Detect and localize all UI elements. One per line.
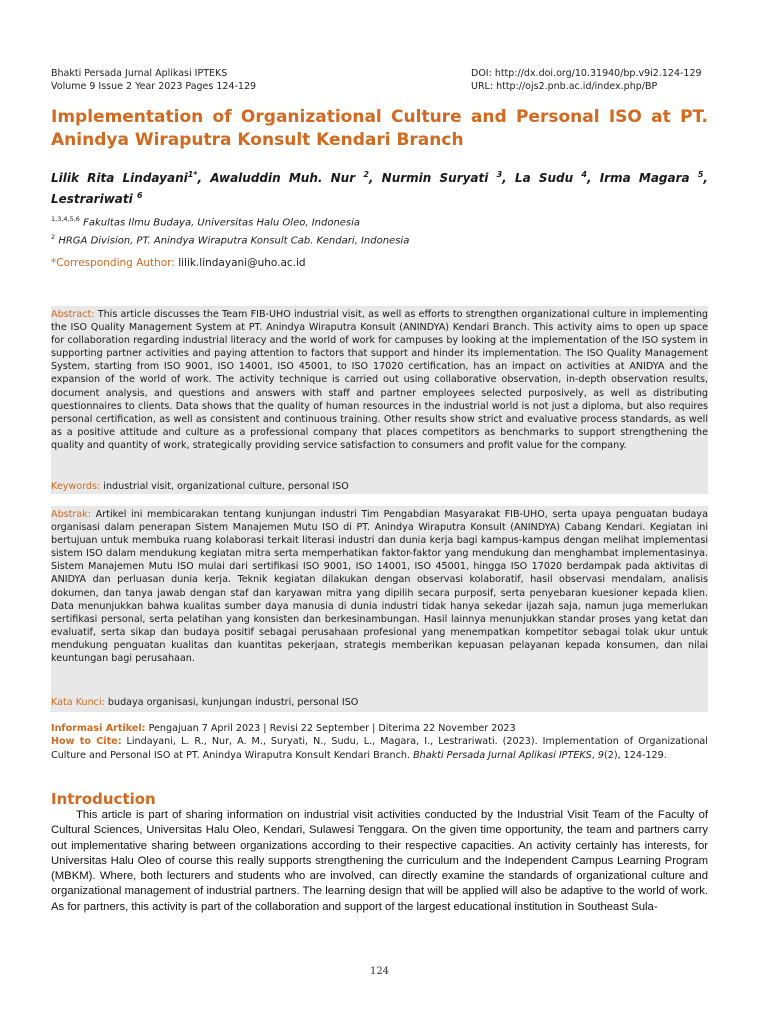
introduction-heading: Introduction: [51, 790, 156, 808]
kata-kunci-text: budaya organisasi, kunjungan industri, personal ISO: [107, 697, 359, 708]
affiliations: [51, 212, 708, 249]
author-sup: 3: [496, 170, 503, 179]
author: Lilik Rita Lindayani: [51, 171, 188, 185]
abstract-label: Abstract:: [51, 309, 95, 320]
author: Lestrariwati: [51, 192, 133, 206]
corresponding-label: *Corresponding Author:: [51, 257, 175, 269]
author: Awaluddin Muh. Nur: [210, 171, 356, 185]
affiliation-sup: 1,3,4,5,6: [51, 215, 80, 223]
cite-label: How to Cite:: [51, 736, 122, 748]
journal-issue: Volume 9 Issue 2 Year 2023 Pages 124-129: [51, 81, 257, 92]
abstract-en: [51, 306, 708, 494]
info-text: Pengajuan 7 April 2023 | Revisi 22 September | Diterima 22 November 2023: [148, 723, 516, 734]
info-label: Informasi Artikel:: [51, 723, 146, 734]
author-sup: 4: [581, 170, 587, 179]
author: Irma Magara: [599, 171, 690, 185]
abstract-id: [51, 506, 708, 712]
abstrak-label: Abstrak:: [51, 509, 92, 520]
affiliation-text: Fakultas Ilmu Budaya, Universitas Halu Oleo, Indonesia: [83, 217, 361, 229]
abstract-text: This article discusses the Team FIB-UHO industrial visit, as well as efforts to strengthen organizational culture in implementing the ISO Quality Management System at PT. Anindya Wiraputra Konsult (ANINDYA) Kendari Branch. This activity aims to open up space for collaboration regarding industrial literacy and the world of work for campuses by looking at the implementation of the ISO system in supporting partner activities and paying attention to factors that support and hinder its implementation. The ISO Quality Management System, starting from ISO 9001, ISO 14001, ISO 45001, to ISO 17020 certification, has an impact on activities at ANIDYA and the expansion of the world of work. The activity technique is carried out using collaborative observation, in-depth observation results, document analysis, and questions and answers with staff and partner employees selected purposively, as well as distributing questionnaires to clients. Data shows that the quality of human resources in the industrial world is not just a diploma, but also requires personal certification, as well as consistent and continuous training. Other results show strict and evaluative process standards, as well as a positive attitude and culture as a professional company that places competitors as benchmarks to support strengthening the quality and quantity of work, strategically providing service satisfaction to consumers and profit value for the company.: [51, 309, 708, 451]
corresponding-author: [51, 256, 306, 270]
header-right: [471, 67, 702, 93]
page-number: 124: [369, 966, 390, 977]
cite-tail: (2), 124-129.: [603, 749, 667, 761]
submission-info: [51, 722, 708, 735]
doi-link[interactable]: DOI: http://dx.doi.org/10.31940/bp.v9i2.124-129: [471, 68, 702, 79]
author: Nurmin Suryati: [381, 171, 489, 185]
affiliation-sup: 2: [51, 233, 56, 242]
kata-kunci: [51, 696, 708, 710]
affiliation: [51, 230, 708, 248]
article-info: [51, 722, 708, 762]
author-sup: 1*: [187, 170, 198, 179]
cite-text: Lindayani, L. R., Nur, A. M., Suryati, N., Sudu, L., Magara, I., Lestrariwati. (2023). Implementation of Organizational Culture and Personal ISO at PT. Anindya Wiraputra Konsult Kendari Branch.: [51, 736, 708, 761]
cite-journal: Bhakti Persada Jurnal Aplikasi IPTEKS: [413, 749, 592, 761]
paper-title: Implementation of Organizational Culture and Personal ISO at PT. Anindya Wiraputra Konsult Kendari Branch: [51, 107, 708, 150]
author: La Sudu: [514, 171, 574, 185]
paper-page: [51, 0, 708, 1024]
affiliation: [51, 212, 708, 230]
author-sup: 2: [363, 170, 369, 179]
keywords-label: Keywords:: [51, 481, 101, 492]
author-sup: 5: [697, 170, 704, 179]
affiliation-text: HRGA Division, PT. Anindya Wiraputra Konsult Cab. Kendari, Indonesia: [58, 235, 410, 247]
keywords: [51, 480, 708, 494]
url-link[interactable]: URL: http://ojs2.pnb.ac.id/index.php/BP: [471, 81, 658, 92]
keywords-text: industrial visit, organizational culture, personal ISO: [103, 481, 349, 492]
author-list: Lilik Rita Lindayani$^{1*}$, Awaluddin Muh. Nur $^2$, Nurmin Suryati $^3$, La Sudu $^4$, Irma Magara $^5$, Lestrariwati $^6$: [51, 170, 708, 206]
header-left: [51, 67, 256, 93]
journal-name: Bhakti Persada Jurnal Aplikasi IPTEKS: [51, 68, 228, 79]
citation: How to Cite: Lindayani, L. R., Nur, A. M., Suryati, N., Sudu, L., Magara, I., Lestrariwati. (2023). Implementation of Organizational Culture and Personal ISO at PT. Anindya Wiraputra Konsult Kendari Branch. Bhakti Persada Jurnal Aplikasi IPTEKS, 9(2), 124-129.: [51, 736, 708, 761]
abstrak-text: Artikel ini membicarakan tentang kunjungan industri Tim Pengabdian Masyarakat FIB-UHO, serta upaya penguatan budaya organisasi dalam penerapan Sistem Manajemen Mutu ISO di PT. Anindya Wiraputra Konsult (ANINDYA) Cabang Kendari. Kegiatan ini bertujuan untuk membuka ruang kolaborasi terkait literasi industri dan dunia kerja bagi kampus-kampus dengan melihat implementasi sistem ISO dalam mendukung kegiatan mitra serta memperhatikan faktor-faktor yang mendukung dan menghambat implementasinya. Sistem Manajemen Mutu ISO mulai dari sertifikasi ISO 9001, ISO 14001, ISO 45001, hingga ISO 17020 berdampak pada aktivitas di ANIDYA dan perluasan dunia kerja. Teknik kegiatan dilakukan dengan observasi kolaboratif, hasil observasi mendalam, analisis dokumen, dan tanya jawab dengan staf dan karyawan mitra yang dipilih secara purposif, serta penyebaran kuesioner kepada klien. Data menunjukkan bahwa kualitas sumber daya manusia di dunia industri tidak hanya sekedar ijazah saja, namun juga memerlukan sertifikasi personal, serta pelatihan yang konsisten dan berkesinambungan. Hasil lainnya menunjukkan standar proses yang ketat dan evaluatif, serta sikap dan budaya positif sebagai perusahaan profesional yang menempatkan kompetitor sebagai tolak ukur untuk mendukung penguatan kualitas dan kuantitas pekerjaan, strategis memberikan kepuasan pelayanan kepada konsumen, dan nilai keuntungan bagi perusahaan.: [51, 509, 708, 665]
kata-kunci-label: Kata Kunci:: [51, 697, 105, 708]
introduction-body: This article is part of sharing information on industrial visit activities conducted by the Industrial Visit Team of the Faculty of Cultural Sciences, Universitas Halu Oleo, Kendari, Sulawesi Tenggara. On the given time opportunity, the team and partners carry out implementative sharing between organizations according to their respective capacities. An activity certainly has interests, for Universitas Halu Oleo of course this really supports strengthening the curriculum and the Independent Campus Learning Program (MBKM). Where, both lecturers and students who are involved, can directly examine the standards of organizational culture and organizational management of industrial partners. The learning design that will be applied will also be adaptive to the world of work. As for partners, this activity is part of the collaboration and support of the largest educational institution in Southeast Sula-: [51, 809, 708, 913]
author-sup: 6: [136, 191, 143, 200]
cite-volume: 9: [597, 749, 604, 761]
corresponding-email[interactable]: lilik.lindayani@uho.ac.id: [178, 257, 306, 269]
